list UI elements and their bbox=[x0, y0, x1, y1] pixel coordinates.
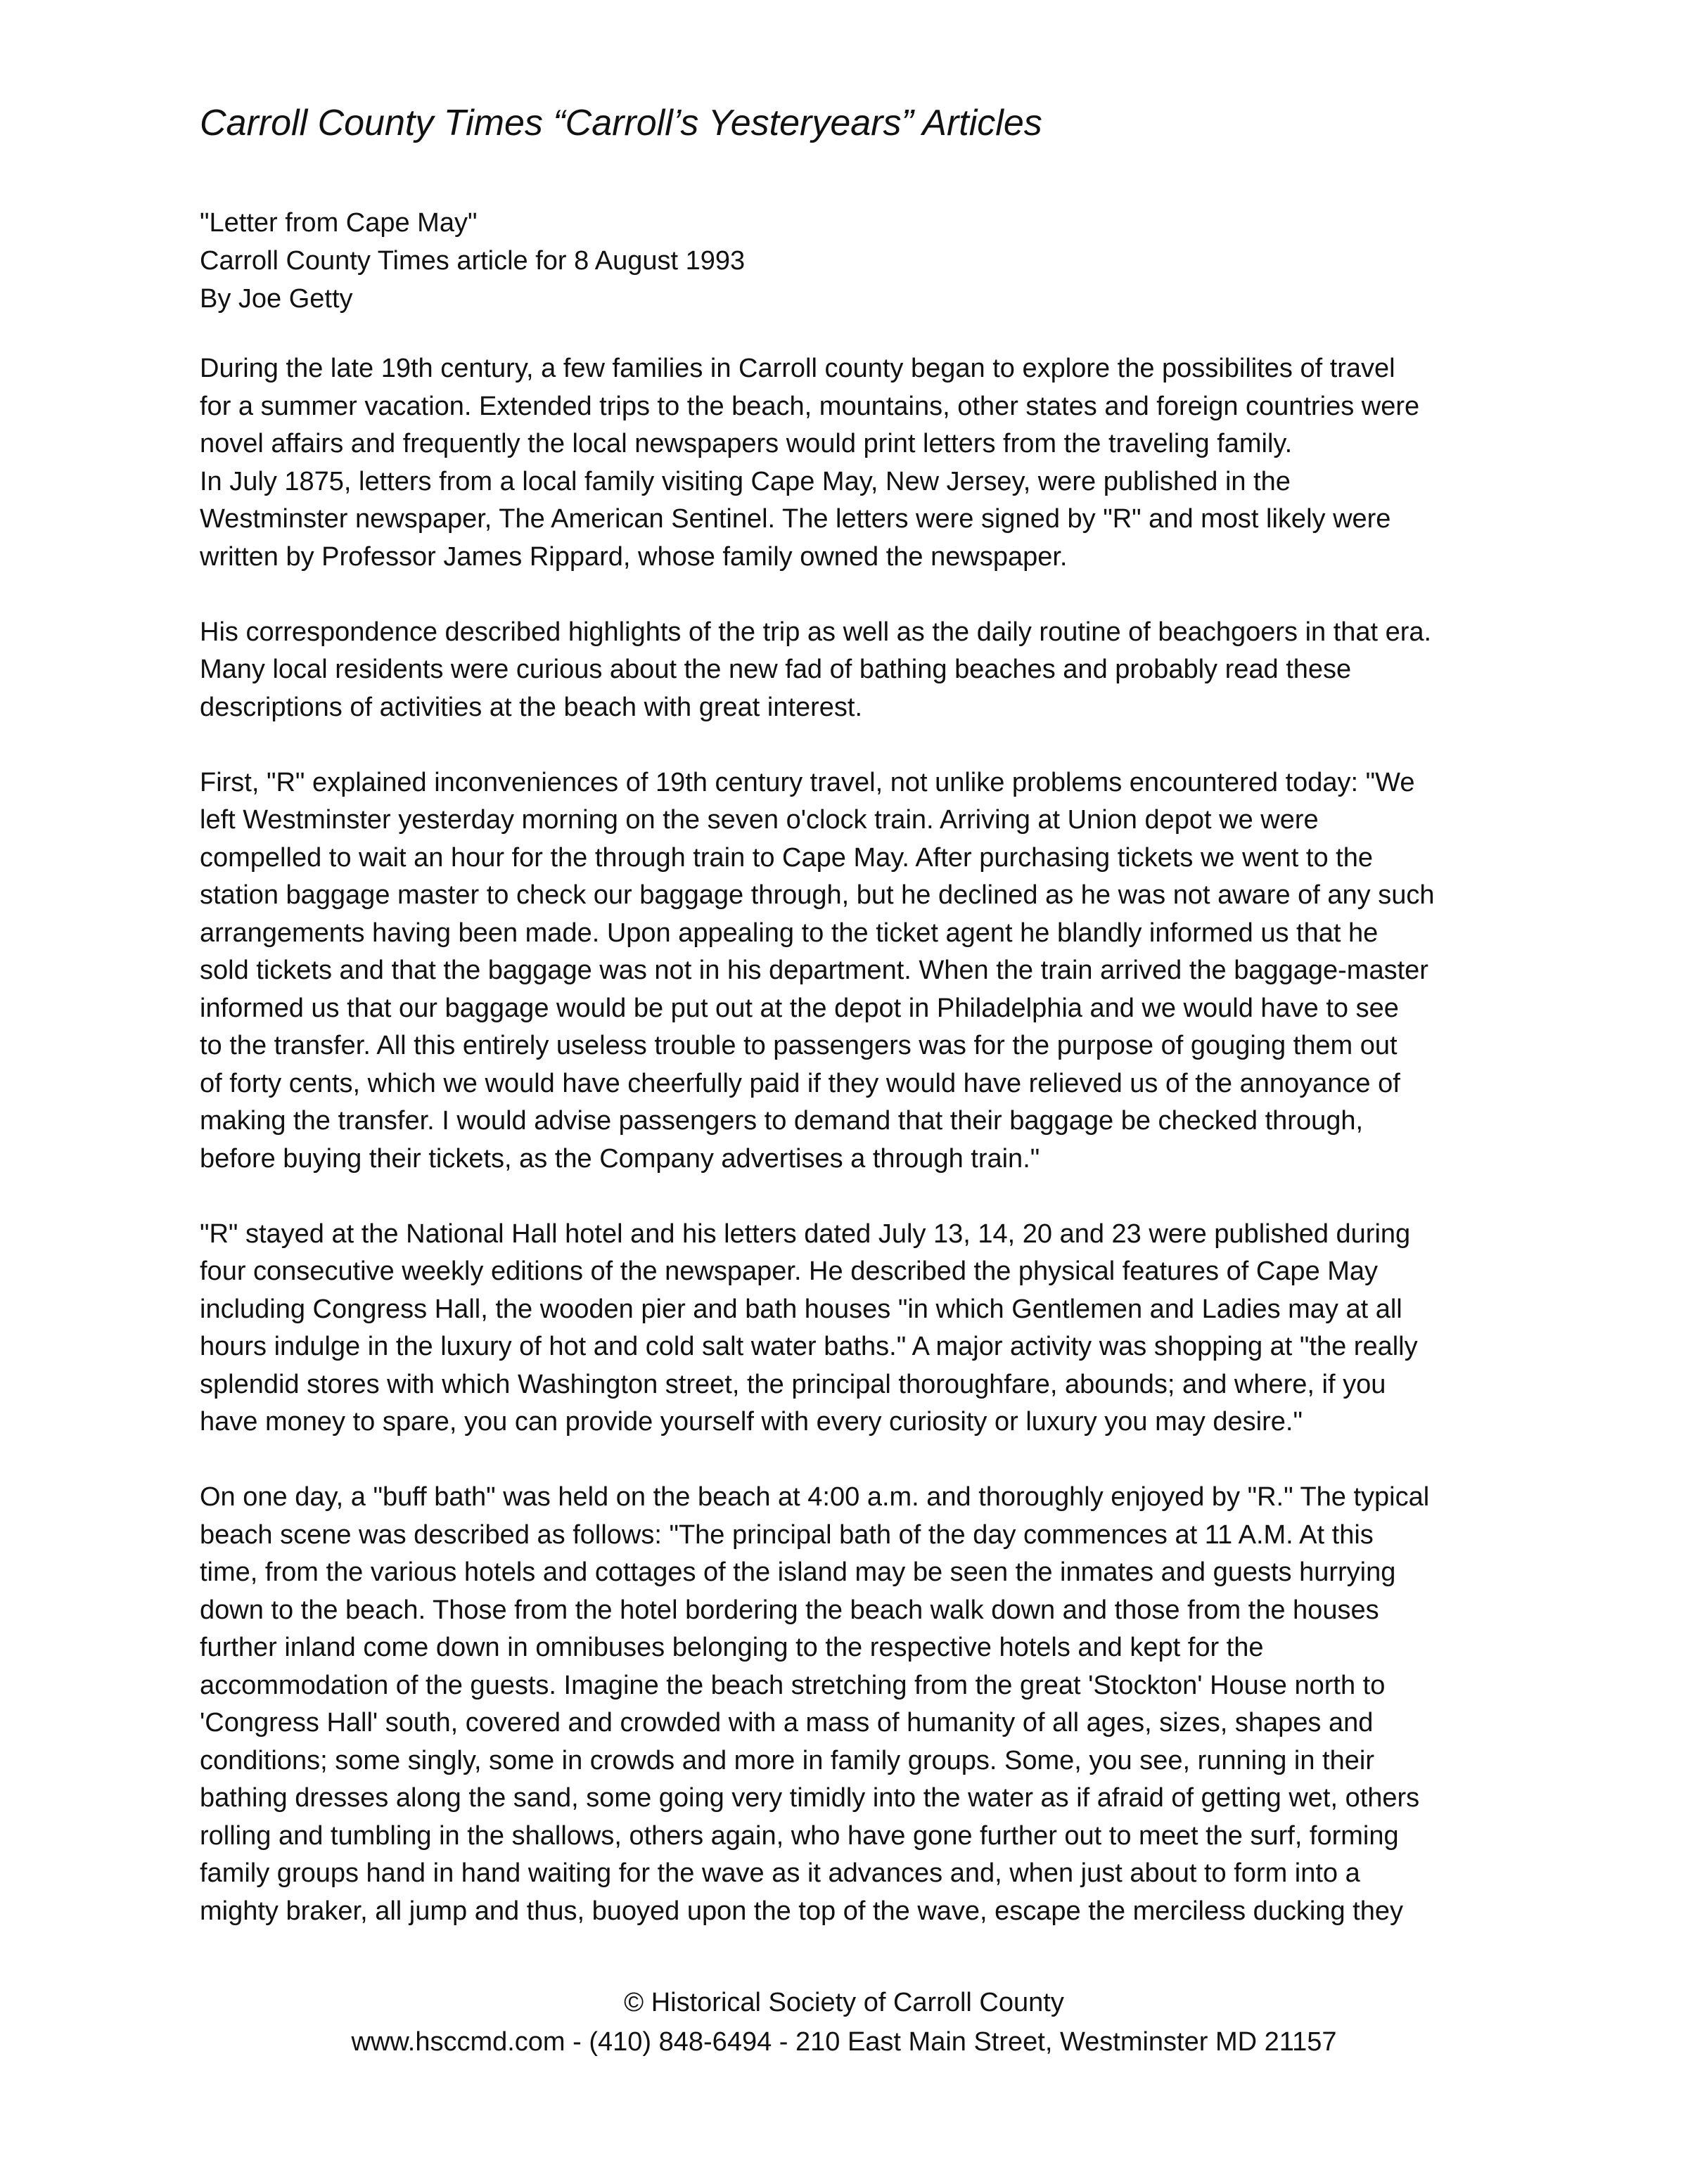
text-line: informed us that our baggage would be put out at the depot in Philadelphia and we would have to see bbox=[200, 993, 1399, 1023]
paragraph-3 bbox=[200, 614, 1508, 727]
footer-copyright: © Historical Society of Carroll County bbox=[624, 1988, 1064, 2017]
paragraph-6 bbox=[200, 1479, 1508, 1930]
text-line: to the transfer. All this entirely useless trouble to passengers was for the purpose of gouging them out bbox=[200, 1031, 1398, 1060]
text-line: arrangements having been made. Upon appealing to the ticket agent he blandly informed us that he bbox=[200, 918, 1379, 948]
footer-contact: www.hsccmd.com - (410) 848-6494 - 210 East Main Street, Westminster MD 21157 bbox=[351, 2027, 1337, 2057]
text-line: left Westminster yesterday morning on the seven o'clock train. Arriving at Union depot we were bbox=[200, 805, 1319, 835]
text-line: 'Congress Hall' south, covered and crowded with a mass of humanity of all ages, sizes, shapes and bbox=[200, 1708, 1374, 1737]
text-line: mighty braker, all jump and thus, buoyed upon the top of the wave, escape the merciless ducking they bbox=[200, 1896, 1404, 1926]
text-line: descriptions of activities at the beach with great interest. bbox=[200, 692, 863, 722]
text-line: conditions; some singly, some in crowds and more in family groups. Some, you see, running in their bbox=[200, 1745, 1374, 1775]
page-footer bbox=[0, 1983, 1688, 2062]
text-line: have money to spare, you can provide yourself with every curiosity or luxury you may desire." bbox=[200, 1407, 1303, 1437]
text-line: compelled to wait an hour for the through train to Cape May. After purchasing tickets we went to the bbox=[200, 842, 1373, 873]
text-line: Westminster newspaper, The American Sentinel. The letters were signed by "R" and most likely were bbox=[200, 504, 1391, 534]
text-line: before buying their tickets, as the Company advertises a through train." bbox=[200, 1143, 1040, 1174]
text-line: splendid stores with which Washington street, the principal thoroughfare, abounds; and where, if you bbox=[200, 1369, 1386, 1399]
text-line: In July 1875, letters from a local family visiting Cape May, New Jersey, were published in the bbox=[200, 466, 1291, 496]
text-line: Many local residents were curious about the new fad of bathing beaches and probably read these bbox=[200, 655, 1352, 684]
text-line: rolling and tumbling in the shallows, others again, who have gone further out to meet the surf, forming bbox=[200, 1820, 1399, 1851]
text-line: During the late 19th century, a few families in Carroll county began to explore the possibilites of travel bbox=[200, 354, 1395, 383]
paragraph-2 bbox=[200, 463, 1508, 577]
text-line: station baggage master to check our baggage through, but he declined as he was not aware of any such bbox=[200, 880, 1435, 910]
text-line: hours indulge in the luxury of hot and cold salt water baths." A major activity was shopping at "the really bbox=[200, 1332, 1418, 1361]
text-line: for a summer vacation. Extended trips to the beach, mountains, other states and foreign countries were bbox=[200, 391, 1420, 421]
text-line: novel affairs and frequently the local newspapers would print letters from the traveling family. bbox=[200, 429, 1293, 458]
text-line: further inland come down in omnibuses belonging to the respective hotels and kept for the bbox=[200, 1633, 1264, 1662]
text-line: family groups hand in hand waiting for the wave as it advances and, when just about to form into a bbox=[200, 1858, 1360, 1888]
article-body bbox=[200, 350, 1508, 1930]
text-line: On one day, a "buff bath" was held on the beach at 4:00 a.m. and thoroughly enjoyed by "R." The typical bbox=[200, 1482, 1430, 1512]
article-byline: By Joe Getty bbox=[200, 284, 353, 314]
paragraph-4 bbox=[200, 764, 1508, 1178]
text-line: making the transfer. I would advise passengers to demand that their baggage be checked through, bbox=[200, 1106, 1364, 1136]
text-line: "R" stayed at the National Hall hotel and his letters dated July 13, 14, 20 and 23 were published during bbox=[200, 1219, 1411, 1249]
paragraph-1 bbox=[200, 350, 1508, 463]
paragraph-5 bbox=[200, 1216, 1508, 1441]
text-line: accommodation of the guests. Imagine the beach stretching from the great 'Stockton' House north to bbox=[200, 1670, 1386, 1700]
text-line: of forty cents, which we would have cheerfully paid if they would have relieved us of the annoyance of bbox=[200, 1068, 1400, 1098]
text-line: His correspondence described highlights of the trip as well as the daily routine of beachgoers in that era. bbox=[200, 617, 1432, 647]
series-title: Carroll County Times “Carroll’s Yesteryears” Articles bbox=[200, 103, 1042, 143]
text-line: beach scene was described as follows: "The principal bath of the day commences at 11 A.M. At this bbox=[200, 1520, 1374, 1550]
article-title: "Letter from Cape May" bbox=[200, 208, 478, 238]
text-line: time, from the various hotels and cottages of the island may be seen the inmates and guests hurrying bbox=[200, 1557, 1396, 1587]
article-header bbox=[200, 204, 1508, 318]
text-line: four consecutive weekly editions of the newspaper. He described the physical features of Cape May bbox=[200, 1257, 1379, 1286]
text-line: including Congress Hall, the wooden pier and bath houses "in which Gentlemen and Ladies may at all bbox=[200, 1294, 1402, 1324]
text-line: First, "R" explained inconveniences of 19th century travel, not unlike problems encountered today: "We bbox=[200, 767, 1415, 797]
text-line: sold tickets and that the baggage was not in his department. When the train arrived the baggage-master bbox=[200, 956, 1428, 985]
text-line: down to the beach. Those from the hotel bordering the beach walk down and those from the houses bbox=[200, 1595, 1379, 1625]
article-subtitle: Carroll County Times article for 8 August 1993 bbox=[200, 246, 746, 276]
text-line: bathing dresses along the sand, some going very timidly into the water as if afraid of getting wet, others bbox=[200, 1783, 1420, 1813]
text-line: written by Professor James Rippard, whose family owned the newspaper. bbox=[200, 541, 1068, 572]
